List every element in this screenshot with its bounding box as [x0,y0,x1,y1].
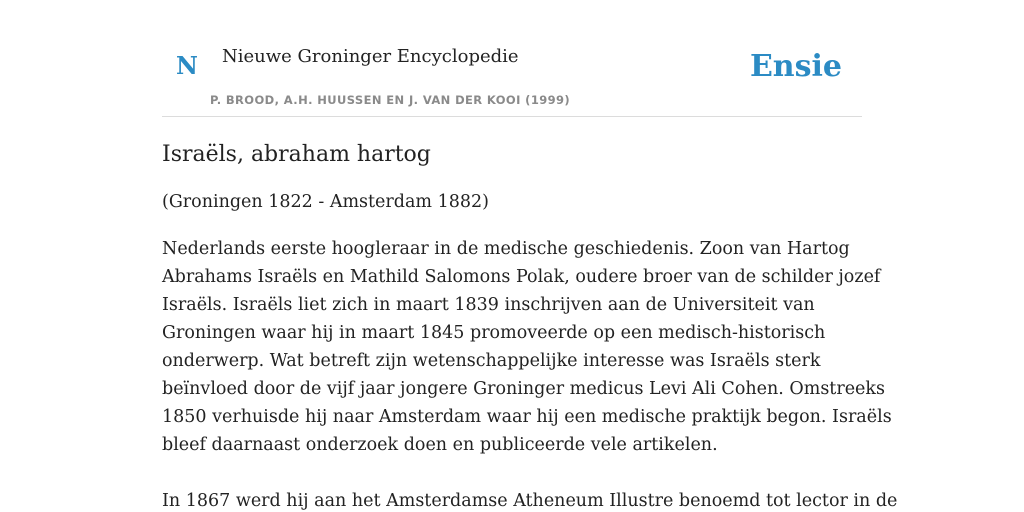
source-header [162,0,862,117]
entry-content [162,138,898,512]
paragraph-line: beïnvloed door de vijf jaar jongere Groninger medicus Levi Ali Cohen. Omstreeks [162,379,885,399]
paragraph-line: Groningen waar hij in maart 1845 promoveerde op een medisch-historisch [162,323,826,343]
entry-paragraph [162,487,898,512]
paragraph-line: Israëls. Israëls liet zich in maart 1839 inschrijven aan de Universiteit van [162,295,815,315]
book-authors: P. BROOD, A.H. HUUSSEN EN J. VAN DER KOOI (1999) [210,93,571,107]
paragraph-line: Abrahams Israëls en Mathild Salomons Polak, oudere broer van de schilder jozef [162,267,881,287]
entry-life-dates: (Groningen 1822 - Amsterdam 1882) [162,192,489,212]
paragraph-line: bleef daarnaast onderzoek doen en publiceerde vele artikelen. [162,435,718,455]
paragraph-line: 1850 verhuisde hij naar Amsterdam waar hij een medische praktijk begon. Israëls [162,407,892,427]
paragraph-line: Nederlands eerste hoogleraar in de medische geschiedenis. Zoon van Hartog [162,239,850,259]
book-initial-icon: N [176,51,198,80]
entry-title: Israëls, abraham hartog [162,142,431,167]
paragraph-line: In 1867 werd hij aan het Amsterdamse Atheneum Illustre benoemd tot lector in de [162,491,898,511]
ensie-logo[interactable]: Ensie [749,49,842,84]
paragraph-line: onderwerp. Wat betreft zijn wetenschappelijke interesse was Israëls sterk [162,351,821,371]
book-title[interactable]: Nieuwe Groninger Encyclopedie [222,46,519,67]
entry-paragraph [162,235,892,459]
